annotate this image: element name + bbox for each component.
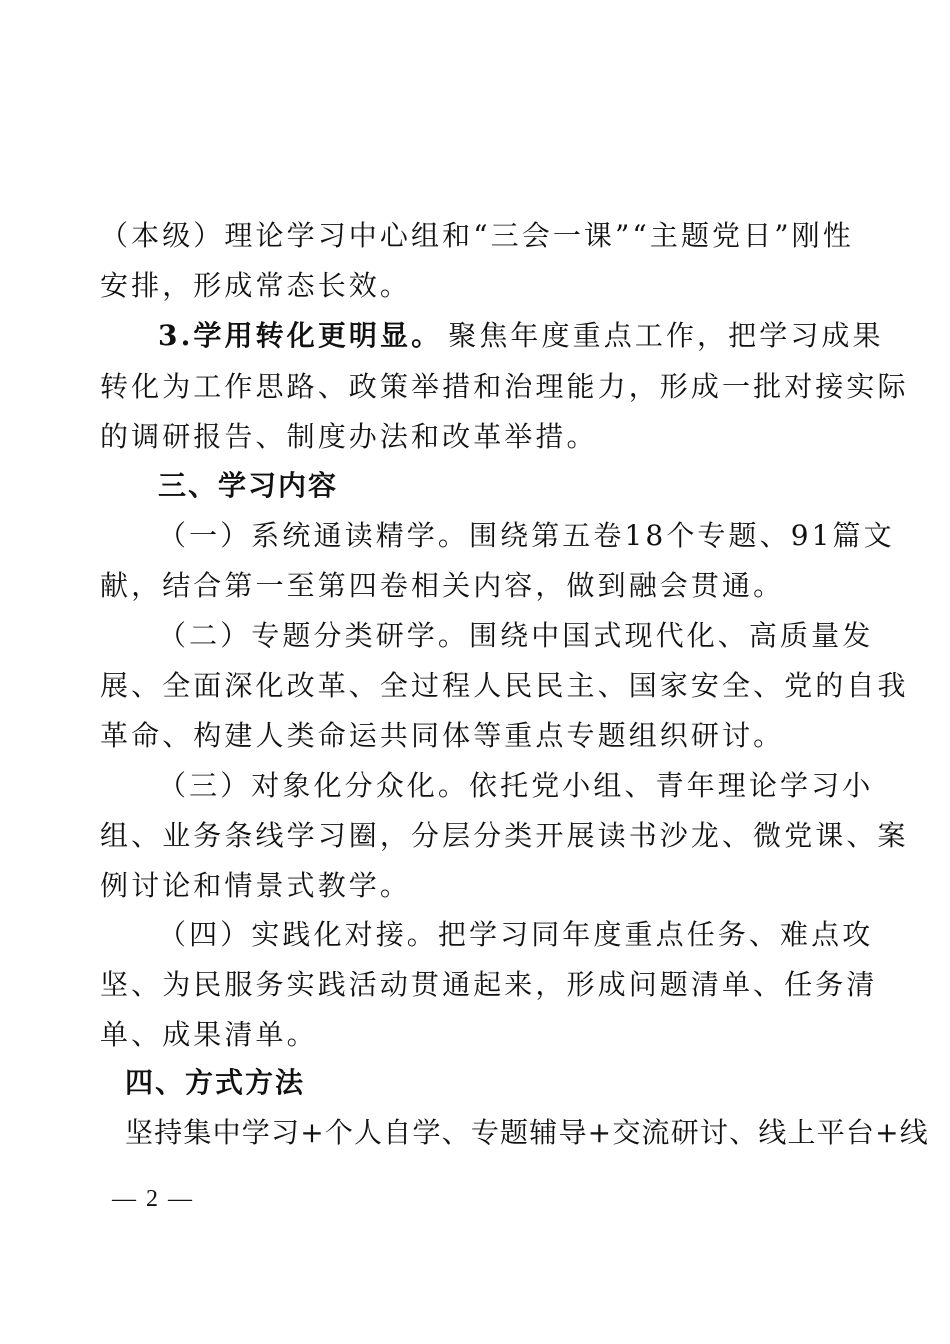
item-3-line: 组、业务条线学习圈，分层分类开展读书沙龙、微党课、案 — [100, 819, 909, 852]
paragraph-line: 转化为工作思路、政策举措和治理能力，形成一批对接实际 — [100, 370, 909, 403]
item-2-line: 革命、构建人类命运共同体等重点专题组织研讨。 — [100, 719, 785, 752]
paragraph-line: （本级）理论学习中心组和“三会一课”“主题党日”刚性 — [100, 219, 854, 252]
section-3-title: 3.学用转化更明显。 — [158, 319, 443, 352]
item-4-line: 单、成果清单。 — [100, 1018, 318, 1051]
item-3-line: 例讨论和情景式教学。 — [100, 869, 412, 902]
section-heading-3: 三、学习内容 — [158, 469, 339, 502]
methods-line: 坚持集中学习+个人自学、专题辅导+交流研讨、线上平台+线 — [125, 1116, 929, 1149]
item-4-line: （四）实践化对接。把学习同年度重点任务、难点攻 — [158, 918, 874, 951]
item-2-line: （二）专题分类研学。围绕中国式现代化、高质量发 — [158, 619, 874, 652]
item-3-line: （三）对象化分众化。依托党小组、青年理论学习小 — [158, 769, 874, 802]
section-3-paragraph — [158, 319, 884, 353]
item-4-line: 坚、为民服务实践活动贯通起来，形成问题清单、任务清 — [100, 968, 878, 1001]
item-1-line: 献，结合第一至第四卷相关内容，做到融会贯通。 — [100, 569, 785, 602]
section-heading-4: 四、方式方法 — [125, 1066, 306, 1099]
item-2-line: 展、全面深化改革、全过程人民民主、国家安全、党的自我 — [100, 669, 909, 702]
paragraph-line: 的调研报告、制度办法和改革举措。 — [100, 420, 598, 453]
page-number: — 2 — — [112, 1186, 194, 1212]
section-3-text: 聚焦年度重点工作，把学习成果 — [448, 319, 884, 352]
paragraph-line: 安排，形成常态长效。 — [100, 269, 412, 302]
item-1-line: （一）系统通读精学。围绕第五卷18个专题、91篇文 — [158, 519, 895, 552]
